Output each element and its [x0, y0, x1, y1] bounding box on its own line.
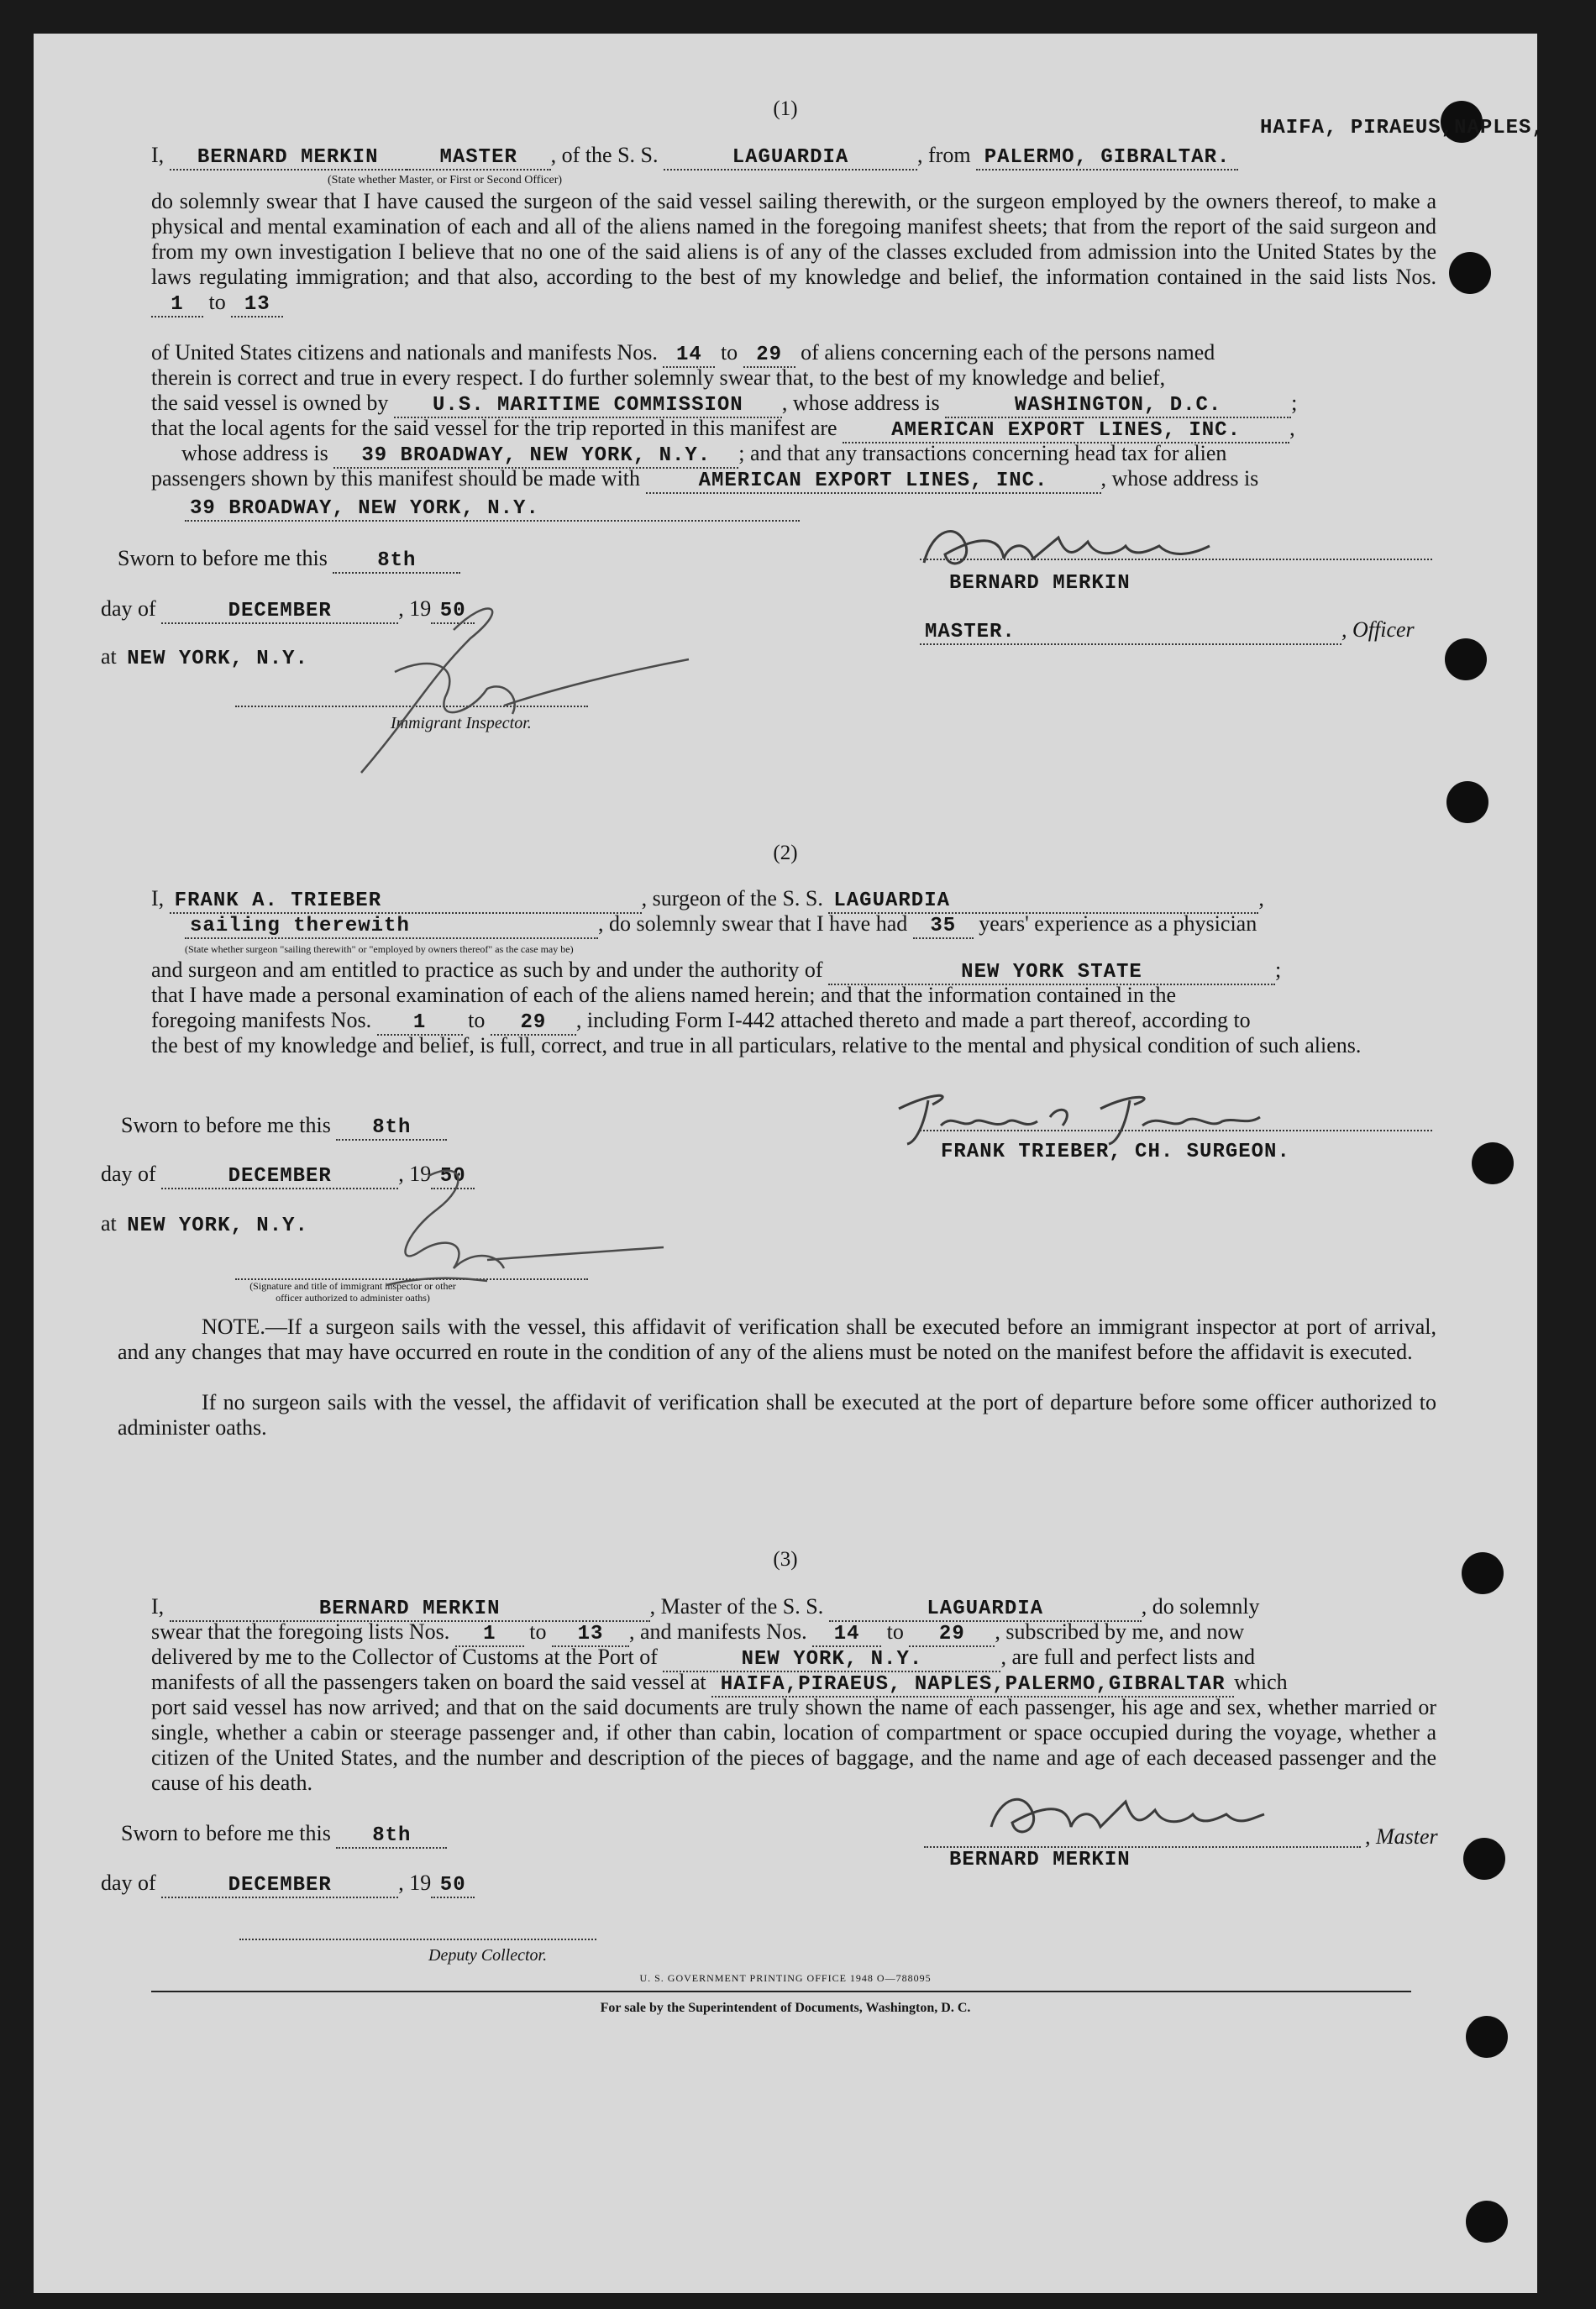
inspector-label: Immigrant Inspector. — [391, 714, 532, 732]
punct: ; — [1291, 391, 1298, 415]
year-prefix: , 19 — [398, 1871, 432, 1895]
manifests-label: of United States citizens and nationals and manifests Nos. — [151, 340, 658, 365]
printing-office-line: U. S. GOVERNMENT PRINTING OFFICE 1948 O—788095 — [639, 1972, 932, 1984]
sailing-field[interactable]: sailing therewith — [185, 916, 598, 939]
section-1-number: (1) — [773, 97, 798, 120]
form-page — [34, 34, 1545, 2293]
master-signature-graphic — [907, 512, 1260, 580]
manifests-to-field[interactable]: 29 — [491, 1012, 576, 1036]
from-label: , from — [917, 143, 971, 167]
day-of-label: day of — [101, 1162, 156, 1186]
manifests-from-field[interactable]: 1 — [377, 1012, 463, 1036]
officer-label: , Officer — [1341, 617, 1415, 642]
address-label: whose address is — [181, 441, 328, 465]
agents-label: that the local agents for the said vessel for the trip reported in this manifest are — [151, 416, 837, 440]
of-ss-label: , of the S. S. — [550, 143, 659, 167]
sworn-label: Sworn to before me this — [121, 1113, 331, 1137]
sworn-year-field[interactable]: 50 — [431, 1875, 475, 1898]
manifests-label: , and manifests Nos. — [629, 1619, 807, 1644]
ports-field[interactable]: PALERMO, GIBRALTAR. — [976, 147, 1238, 171]
solemnly-label: , do solemnly — [1141, 1594, 1260, 1619]
which-label: which — [1234, 1670, 1288, 1694]
sworn-year-field[interactable]: 50 — [431, 601, 475, 624]
subscribed-label: , subscribed by me, and now — [995, 1619, 1245, 1644]
to-label: to — [468, 1008, 486, 1032]
master-rank-field[interactable]: MASTER — [407, 147, 551, 171]
sworn-place-field[interactable]: NEW YORK, N.Y. — [127, 1215, 308, 1237]
form-label: , including Form I-442 attached thereto and made a part thereof, according to — [575, 1008, 1251, 1032]
to-label: to — [886, 1619, 904, 1644]
punch-hole — [1472, 1142, 1514, 1184]
section-2-number: (2) — [773, 842, 798, 864]
sworn-day-field[interactable]: 8th — [333, 550, 460, 574]
section-2-paragraph-b: the best of my knowledge and belief, is full, correct, and true in all particulars, relative to the mental and physical condition of such aliens. — [151, 1033, 1362, 1057]
i-label: I, — [151, 1594, 165, 1619]
lists-from-field[interactable]: 1 — [455, 1624, 524, 1647]
surgeon-of-label: , surgeon of the S. S. — [641, 886, 823, 910]
punch-hole — [1466, 2016, 1508, 2058]
footer-rule — [151, 1991, 1411, 1992]
authority-label: and surgeon and am entitled to practice as such by and under the authority of — [151, 958, 823, 982]
sworn-day-field[interactable]: 8th — [336, 1117, 447, 1141]
i-label: I, — [151, 143, 165, 167]
inspector-label: (Signature and title of immigrant inspector or other officer authorized to administer oaths) — [249, 1280, 456, 1304]
signer-title-field[interactable]: MASTER. — [920, 622, 1341, 645]
sailing-note: (State whether surgeon "sailing therewith" or "employed by owners thereof" as the case may be) — [185, 943, 574, 955]
master-signature-graphic — [974, 1781, 1294, 1848]
years-label: years' experience as a physician — [979, 911, 1257, 936]
delivered-label: delivered by me to the Collector of Customs at the Port of — [151, 1645, 658, 1669]
for-sale-line: For sale by the Superintendent of Documents, Washington, D. C. — [600, 2001, 971, 2015]
punch-hole — [1445, 638, 1487, 680]
full-lists-label: , are full and perfect lists and — [1000, 1645, 1255, 1669]
lists-to-field[interactable]: 13 — [231, 294, 283, 317]
year-prefix: , 19 — [398, 1162, 432, 1186]
lists-from-field[interactable]: 1 — [151, 294, 203, 317]
tax-agent-address-field[interactable]: 39 BROADWAY, NEW YORK, N.Y. — [185, 498, 800, 522]
punct: , — [1258, 886, 1264, 910]
sworn-month-field[interactable]: DECEMBER — [161, 1166, 398, 1189]
inspector-signature-graphic — [302, 580, 697, 781]
rank-note: (State whether Master, or First or Second Officer) — [328, 174, 563, 186]
sworn-year-field[interactable]: 50 — [431, 1166, 475, 1189]
day-of-label: day of — [101, 1871, 156, 1895]
section-3-paragraph: port said vessel has now arrived; and that on the said documents are truly shown the name of each passenger, his age and sex, whether married or single, whether a cabin or steerage passenger and, if other than cabin, location of compartment or space occupied during the voyage, whether a citizen of the United States, and the number and description of the pieces of baggage, and the name and age of each deceased passenger and the cause of his death. — [151, 1695, 1436, 1795]
manifests-to-field[interactable]: 29 — [743, 344, 795, 368]
day-of-label: day of — [101, 596, 156, 621]
tax-agent-field[interactable]: AMERICAN EXPORT LINES, INC. — [646, 470, 1101, 494]
foregoing-label: foregoing manifests Nos. — [151, 1008, 372, 1032]
sworn-label: Sworn to before me this — [118, 546, 328, 570]
surgeon-name-field[interactable]: FRANK A. TRIEBER — [170, 890, 642, 914]
section-3-number: (3) — [773, 1548, 798, 1571]
sworn-label: Sworn to before me this — [121, 1821, 331, 1845]
punch-hole — [1446, 781, 1488, 823]
signer-name: BERNARD MERKIN — [949, 1849, 1131, 1871]
sworn-place-field[interactable]: NEW YORK, N.Y. — [127, 648, 308, 670]
respect-line: therein is correct and true in every respect. I do further solemnly swear that, to the best of my knowledge and belief, — [151, 365, 1166, 390]
note-paragraph-2: If no surgeon sails with the vessel, the affidavit of verification shall be executed at the port of departure before some officer authorized to administer oaths. — [118, 1390, 1436, 1440]
master-name-field[interactable]: BERNARD MERKIN — [170, 1598, 650, 1622]
master-label: , Master — [1365, 1824, 1438, 1849]
year-prefix: , 19 — [398, 596, 432, 621]
aliens-label: of aliens concerning each of the persons named — [801, 340, 1215, 365]
swear-label: , do solemnly swear that I have had — [598, 911, 908, 936]
swear-label: swear that the foregoing lists Nos. — [151, 1619, 450, 1644]
examination-line: that I have made a personal examination of each of the aliens named herein; and that the information contained in the — [151, 983, 1177, 1007]
to-label: to — [720, 340, 738, 365]
master-of-label: , Master of the S. S. — [649, 1594, 824, 1619]
sworn-day-field[interactable]: 8th — [336, 1825, 447, 1849]
owned-by-label: the said vessel is owned by — [151, 391, 389, 415]
note-paragraph-1: NOTE.—If a surgeon sails with the vessel, this affidavit of verification shall be executed before an immigrant inspector at port of arrival, and any changes that may have occurred en route in the condition of any of the aliens must be noted on the manifest before the affidavit is executed. — [118, 1315, 1436, 1364]
manifests-all-label: manifests of all the passengers taken on board the said vessel at — [151, 1670, 706, 1694]
surgeon-signature-graphic — [882, 1084, 1302, 1151]
punch-hole — [1466, 2201, 1508, 2243]
lists-to-field[interactable]: 13 — [552, 1624, 629, 1647]
surgeon-signer: FRANK TRIEBER, CH. SURGEON. — [941, 1141, 1290, 1163]
agents-field[interactable]: AMERICAN EXPORT LINES, INC. — [843, 420, 1289, 443]
section-1-paragraph-a — [151, 189, 1436, 317]
collector-label: Deputy Collector. — [428, 1946, 548, 1965]
vessel-field[interactable]: LAGUARDIA — [828, 890, 1258, 914]
manifests-to-field[interactable]: 29 — [909, 1624, 995, 1647]
years-field[interactable]: 35 — [913, 916, 974, 939]
at-label: at — [101, 1211, 117, 1236]
punch-hole — [1463, 1838, 1505, 1880]
sworn-month-field[interactable]: DECEMBER — [161, 1875, 398, 1898]
signer-name: BERNARD MERKIN — [949, 572, 1131, 595]
vessel-field[interactable]: LAGUARDIA — [664, 147, 917, 171]
address-label: , whose address is — [781, 391, 940, 415]
agents-address-field[interactable]: 39 BROADWAY, NEW YORK, N.Y. — [333, 445, 738, 469]
inspector-signature-graphic — [302, 1159, 672, 1310]
manifests-from-field[interactable]: 14 — [812, 1624, 881, 1647]
owner-address-field[interactable]: WASHINGTON, D.C. — [945, 395, 1291, 418]
owner-field[interactable]: U.S. MARITIME COMMISSION — [394, 395, 782, 418]
i-label: I, — [151, 886, 165, 910]
ports-line1: HAIFA, PIRAEUS,NAPLES, — [1260, 117, 1545, 139]
to-label: to — [208, 290, 226, 314]
head-tax-label: ; and that any transactions concerning head tax for alien — [738, 441, 1227, 465]
at-label: at — [101, 644, 117, 669]
collector-signature-line — [239, 1939, 596, 1940]
paragraph-text: do solemnly swear that I have caused the surgeon of the said vessel sailing therewith, or the surgeon employed by the owners thereof, to make a physical and mental examination of each and all of the aliens named in the foregoing manifest sheets; that from the report of the said surgeon and from my own investigation I believe that no one of the said aliens is of any of the classes excluded from admission into the United States by the laws regulating immigration; and that also, according to the best of my knowledge and belief, the information contained in the said lists Nos. — [151, 189, 1436, 289]
manifests-from-field[interactable]: 14 — [663, 344, 715, 368]
punct: , — [1289, 416, 1295, 440]
sworn-month-field[interactable]: DECEMBER — [161, 601, 398, 624]
address-label: , whose address is — [1100, 466, 1259, 491]
port-field[interactable]: NEW YORK, N.Y. — [663, 1649, 1000, 1672]
punct: ; — [1275, 958, 1282, 982]
punch-hole — [1449, 252, 1491, 294]
authority-field[interactable]: NEW YORK STATE — [828, 962, 1275, 985]
master-name-field[interactable]: BERNARD MERKIN — [170, 147, 407, 171]
ports-field[interactable]: HAIFA,PIRAEUS, NAPLES,PALERMO,GIBRALTAR — [711, 1674, 1234, 1698]
to-label: to — [529, 1619, 547, 1644]
vessel-field[interactable]: LAGUARDIA — [829, 1598, 1142, 1622]
passengers-label: passengers shown by this manifest should be made with — [151, 466, 641, 491]
